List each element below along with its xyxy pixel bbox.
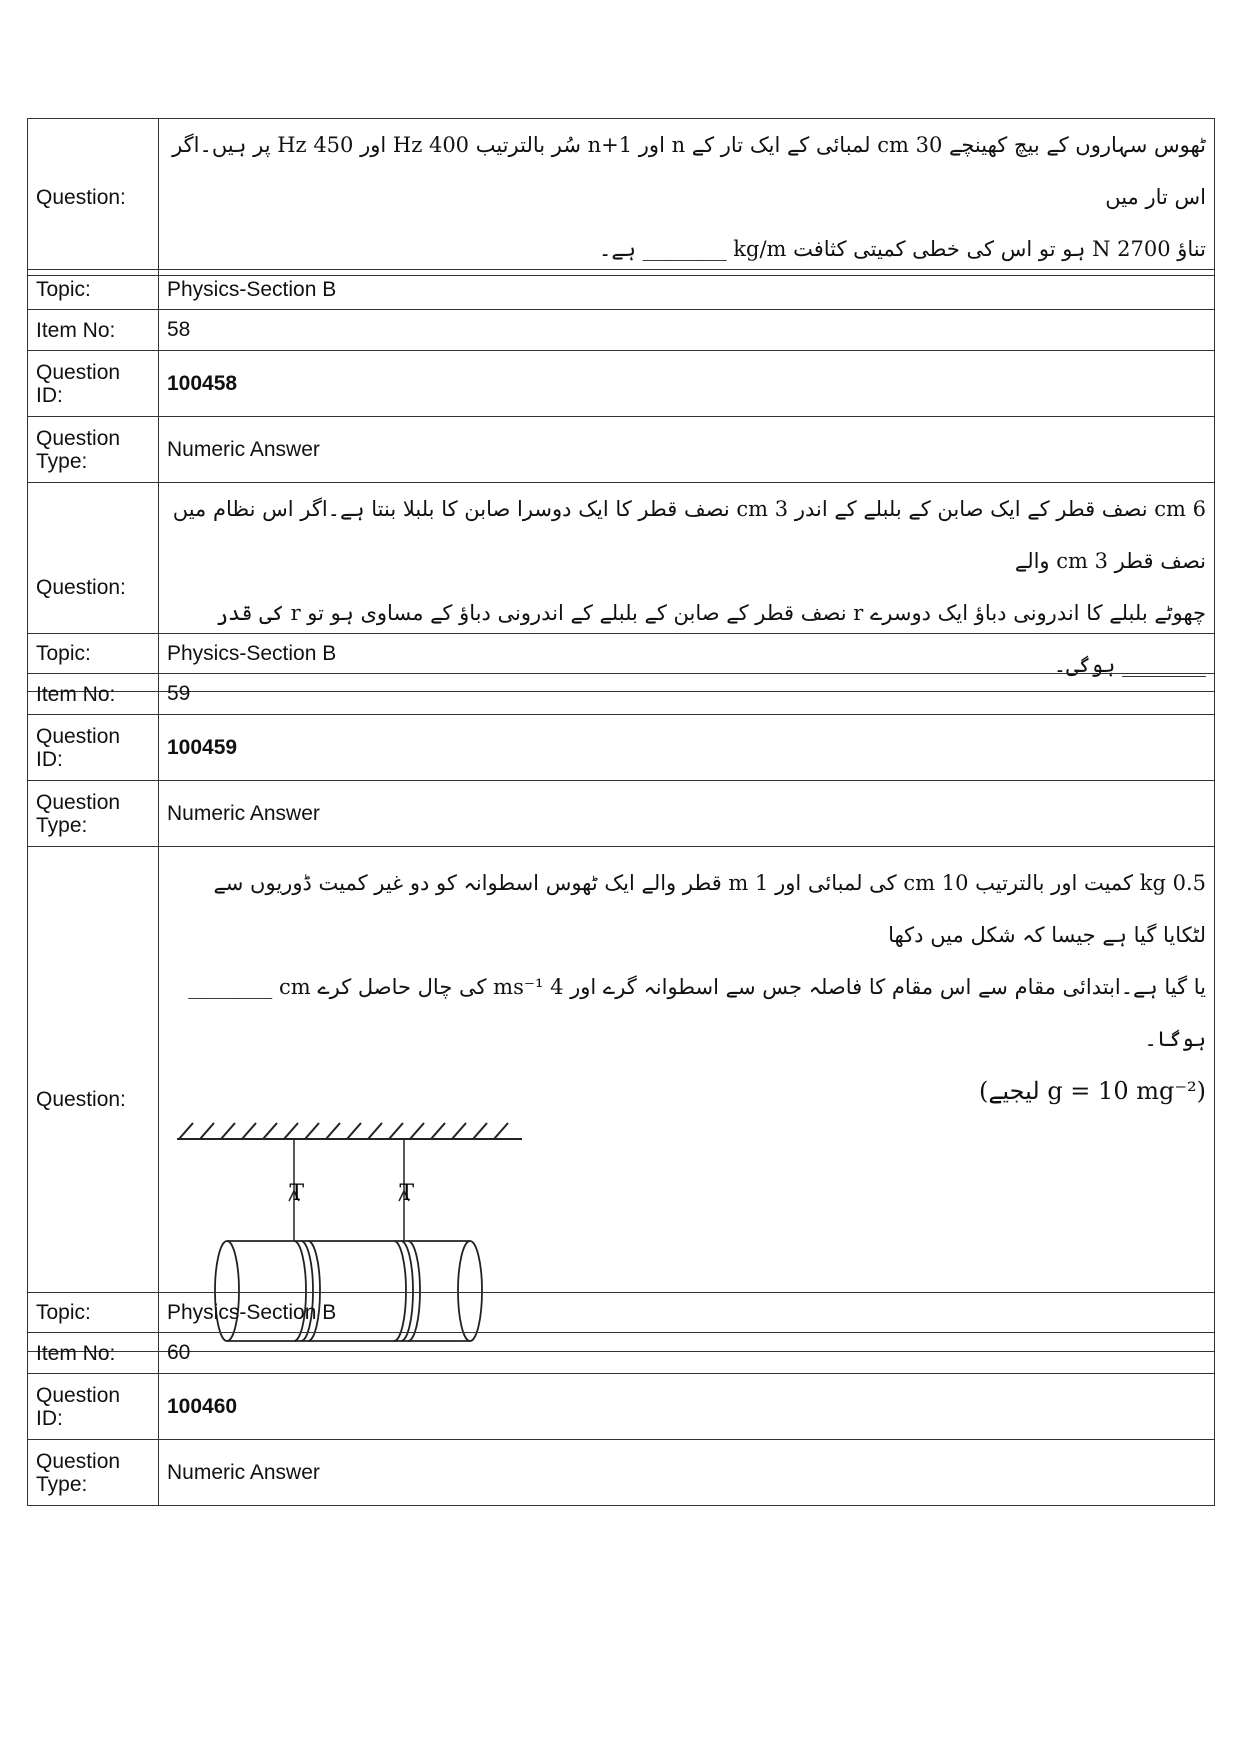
question-label: Question: xyxy=(28,483,159,692)
question-type-label: Question Type: xyxy=(28,781,159,847)
item-no-value: 59 xyxy=(159,674,1215,715)
item-no-value: 58 xyxy=(159,310,1215,351)
item-no-label: Item No: xyxy=(28,310,159,351)
question-line: 0.5 kg کمیت اور بالترتیب 10 cm کی لمبائی اور 1 m قطر والے ایک ٹھوس اسطوانہ کو دو غیر کمیت ڈوریوں سے لٹکایا گیا ہے جیسا کہ شکل میں دکھا xyxy=(213,871,1206,947)
question-text xyxy=(159,119,1215,276)
item-no-value: 60 xyxy=(159,1333,1215,1374)
item-no-label: Item No: xyxy=(28,1333,159,1374)
question-block-59 xyxy=(27,633,1215,1352)
topic-label: Topic: xyxy=(28,1293,159,1333)
question-line: چھوٹے بلبلے کا اندرونی دباؤ ایک دوسرے r نصف قطر کے صابن کے بلبلے کے اندرونی دباؤ کے مساوی ہو تو r کی قدر ________ ہوگی۔ xyxy=(215,601,1206,677)
question-type-value: Numeric Answer xyxy=(159,781,1215,847)
question-line: یا گیا ہے۔ابتدائی مقام سے اس مقام کا فاصلہ جس سے اسطوانہ گرے اور 4 ms⁻¹ کی چال حاصل کرے cm ________ ہوگا۔ xyxy=(188,975,1206,1051)
topic-label: Topic: xyxy=(28,270,159,310)
question-type-value: Numeric Answer xyxy=(159,1440,1215,1506)
question-block-57 xyxy=(27,118,1215,276)
question-line: 6 cm نصف قطر کے ایک صابن کے بلبلے کے اندر 3 cm نصف قطر کا ایک دوسرا صابن کا بلبلا بنتا ہے۔اگر اس نظام میں نصف قطر 3 cm والے xyxy=(172,497,1206,573)
tension-label-right: T xyxy=(399,1181,414,1206)
question-id-value: 100459 xyxy=(159,715,1215,781)
topic-value: Physics-Section B xyxy=(159,634,1215,674)
question-block-60 xyxy=(27,1292,1215,1506)
question-id-label: Question ID: xyxy=(28,351,159,417)
question-type-label: Question Type: xyxy=(28,1440,159,1506)
question-label: Question: xyxy=(28,119,159,276)
ceiling-hatch xyxy=(179,1123,508,1139)
tension-label-left: T xyxy=(289,1181,304,1206)
question-id-value: 100460 xyxy=(159,1374,1215,1440)
question-block-58 xyxy=(27,269,1215,692)
topic-value: Physics-Section B xyxy=(159,1293,1215,1333)
question-id-label: Question ID: xyxy=(28,715,159,781)
question-line: ٹھوس سہاروں کے بیچ کھینچے 30 cm لمبائی کے ایک تار کے n اور n+1 سُر بالترتیب 400 Hz اور 450 Hz پر ہیں۔اگر اس تار میں xyxy=(172,133,1206,209)
question-id-value: 100458 xyxy=(159,351,1215,417)
gravity-formula: (لیجیے g = 10 mg⁻²) xyxy=(978,1077,1206,1105)
question-label: Question: xyxy=(28,847,159,1352)
question-type-value: Numeric Answer xyxy=(159,417,1215,483)
item-no-label: Item No: xyxy=(28,674,159,715)
question-id-label: Question ID: xyxy=(28,1374,159,1440)
question-type-label: Question Type: xyxy=(28,417,159,483)
question-line: تناؤ 2700 N ہو تو اس کی خطی کمیتی کثافت kg/m ________ ہے۔ xyxy=(599,237,1206,261)
question-text xyxy=(159,847,1215,1352)
topic-value: Physics-Section B xyxy=(159,270,1215,310)
topic-label: Topic: xyxy=(28,634,159,674)
